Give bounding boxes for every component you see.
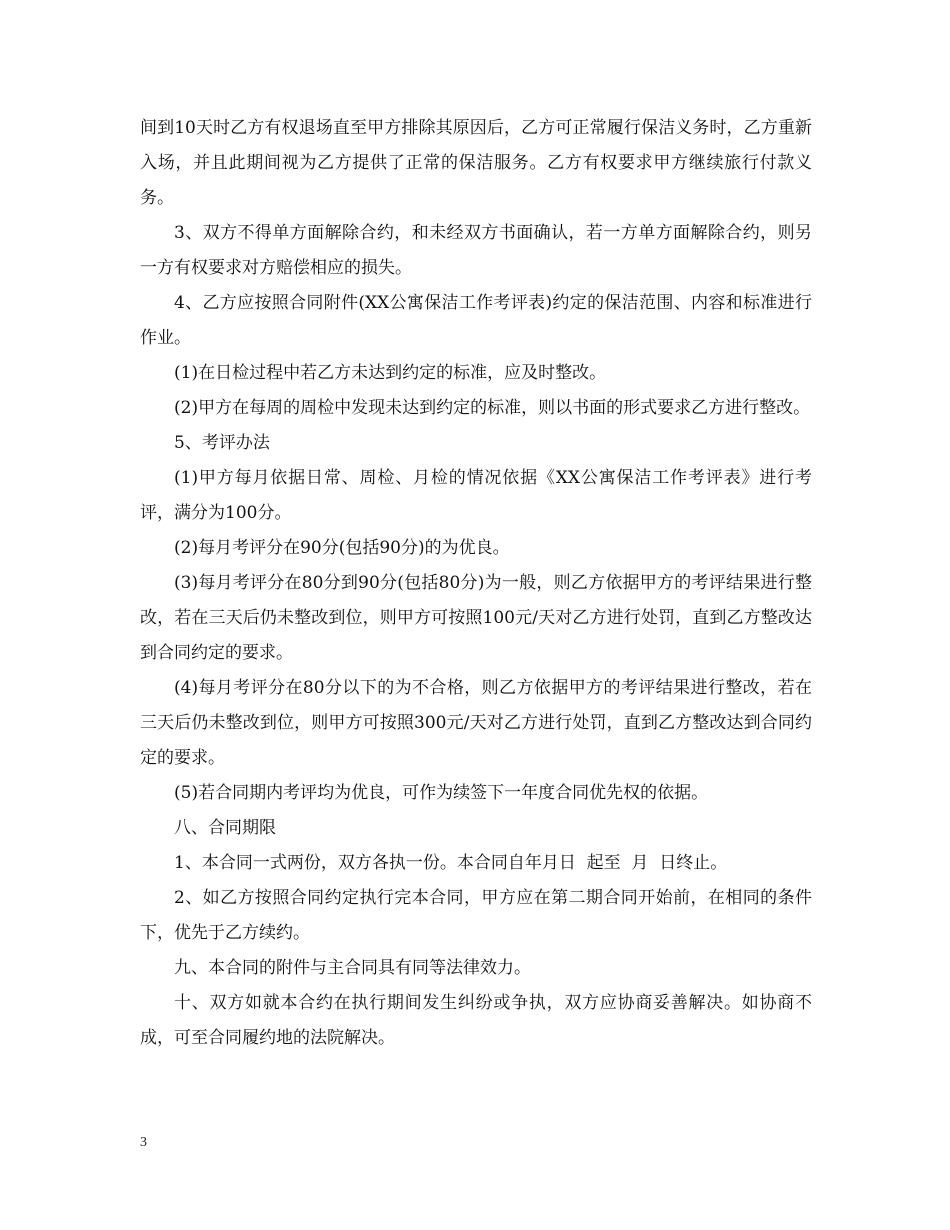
paragraph: 间到10天时乙方有权退场直至甲方排除其原因后，乙方可正常履行保洁义务时，乙方重新入场，并且此期间视为乙方提供了正常的保洁服务。乙方有权要求甲方继续旅行付款义务。 xyxy=(140,118,812,208)
page-number: 3 xyxy=(140,1135,147,1150)
paragraph: (2)甲方在每周的周检中发现未达到约定的标准，则以书面的形式要求乙方进行整改。 xyxy=(174,398,811,418)
document-body xyxy=(140,111,812,1056)
paragraph: (3)每月考评分在80分到90分(包括80分)为一般，则乙方依据甲方的考评结果进行整改，若在三天后仍未整改到位，则甲方可按照100元/天对乙方进行处罚，直到乙方整改达到合同约定的要求。 xyxy=(140,573,812,663)
paragraph: 3、双方不得单方面解除合约，和未经双方书面确认，若一方单方面解除合约，则另一方有权要求对方赔偿相应的损失。 xyxy=(140,223,812,278)
section-heading: 5、考评办法 xyxy=(174,433,270,453)
paragraph: 1、本合同一式两份，双方各执一份。本合同自年月日 起至 月 日终止。 xyxy=(174,853,728,873)
paragraph: 九、本合同的附件与主合同具有同等法律效力。 xyxy=(174,958,531,978)
paragraph: (1)甲方每月依据日常、周检、月检的情况依据《XX公寓保洁工作考评表》进行考评，满分为100分。 xyxy=(140,468,812,523)
paragraph: (4)每月考评分在80分以下的为不合格，则乙方依据甲方的考评结果进行整改，若在三天后仍未整改到位，则甲方可按照300元/天对乙方进行处罚，直到乙方整改达到合同约定的要求。 xyxy=(140,678,812,768)
paragraph: 2、如乙方按照合同约定执行完本合同，甲方应在第二期合同开始前，在相同的条件下，优先于乙方续约。 xyxy=(140,888,812,943)
paragraph: (1)在日检过程中若乙方未达到约定的标准，应及时整改。 xyxy=(174,363,607,383)
paragraph: (2)每月考评分在90分(包括90分)的为优良。 xyxy=(174,538,510,558)
section-heading: 八、合同期限 xyxy=(174,818,276,838)
paragraph: 4、乙方应按照合同附件(XX公寓保洁工作考评表)约定的保洁范围、内容和标准进行作业。 xyxy=(140,293,812,348)
paragraph: 十、双方如就本合约在执行期间发生纠纷或争执，双方应协商妥善解决。如协商不成，可至合同履约地的法院解决。 xyxy=(140,993,812,1048)
paragraph: (5)若合同期内考评均为优良，可作为续签下一年度合同优先权的依据。 xyxy=(174,783,709,803)
